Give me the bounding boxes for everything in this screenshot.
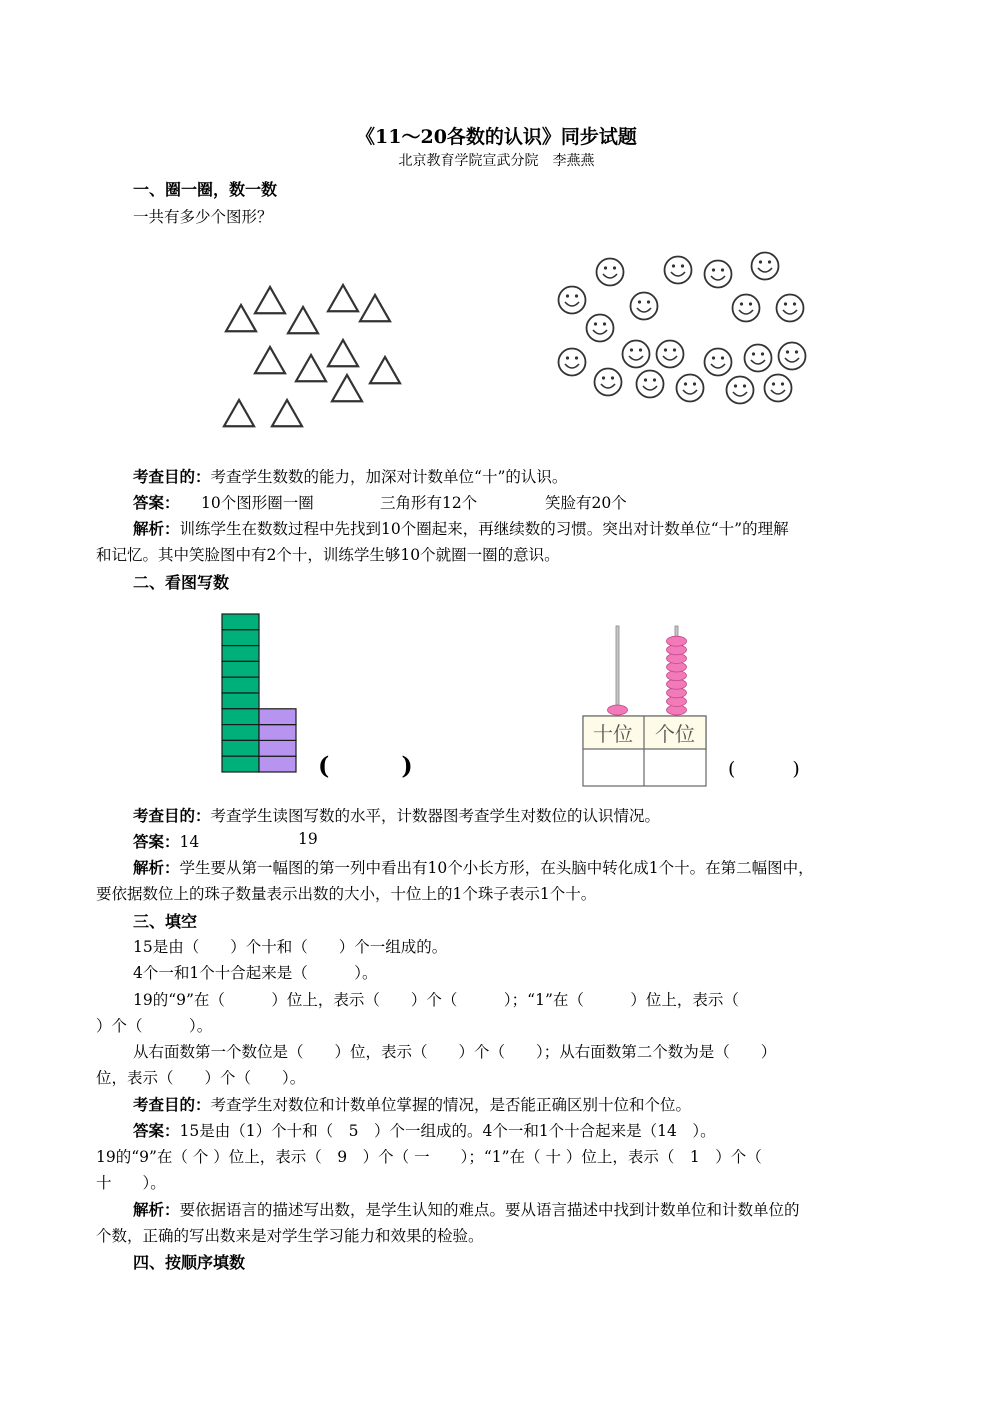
- section1-purpose: [133, 465, 567, 487]
- answer-part-3: 笑脸有20个: [545, 494, 627, 512]
- section1-answer: [133, 491, 180, 513]
- answer-text-1: 15是由（1）个十和（ 5 ）个一组成的。4个一和1个十合起来是（14 ）。: [179, 1122, 716, 1140]
- smiley-face: [665, 257, 692, 284]
- section3-answer-1: [133, 1119, 716, 1141]
- answer-label: 答案：: [133, 493, 180, 512]
- section1-question: 一共有多少个图形？: [133, 208, 273, 226]
- section1-heading: 一、圈一圈，数一数: [133, 180, 278, 199]
- section3-q4-line1: 从右面数第一个数位是（ ）位，表示（ ）个（ ）；从右面数第二个数为是（ ）: [133, 1043, 777, 1061]
- smiley-face: [705, 349, 732, 376]
- smiley-face: [657, 341, 684, 368]
- smiley-face: [559, 349, 586, 376]
- ones-label: 个位: [655, 722, 695, 746]
- purpose-text: 考查学生数数的能力，加深对计数单位“十”的认识。: [210, 468, 568, 486]
- smiley-face: [745, 345, 772, 372]
- green-block: [222, 709, 259, 725]
- answer-1: 14: [179, 833, 200, 851]
- green-block: [222, 646, 259, 662]
- section3-q3-line1: 19的“9”在（ ）位上，表示（ ）个（ ）；“1”在（ ）位上，表示（: [133, 991, 739, 1009]
- blank-2: ( ): [728, 758, 800, 780]
- section4-heading: 四、按顺序填数: [133, 1253, 246, 1272]
- section3-q4-line2: 位，表示（ ）个（ ）。: [96, 1069, 306, 1087]
- section3-heading: 三、填空: [133, 912, 198, 931]
- analysis-label: 解析：: [133, 858, 180, 877]
- page-title: 《11～20各数的认识》同步试题: [356, 126, 637, 148]
- section2-heading: 二、看图写数: [133, 573, 230, 592]
- blocks-figure: [220, 612, 302, 774]
- answer-part-2: 三角形有12个: [380, 494, 478, 512]
- triangle-shape: [332, 375, 362, 401]
- triangle-shape: [288, 307, 318, 333]
- section3-q2: 4个一和1个十合起来是（ ）。: [133, 964, 378, 982]
- section3-q3-line2: ）个（ ）。: [96, 1017, 213, 1035]
- analysis-text-1: 学生要从第一幅图的第一列中看出有10个小长方形，在头脑中转化成1个十。在第二幅图中，: [179, 859, 814, 877]
- analysis-text-1: 要依据语言的描述写出数，是学生认知的难点。要从语言描述中找到计数单位和计数单位的: [179, 1201, 800, 1219]
- section2-answer: [133, 830, 199, 852]
- section2-analysis-1: [133, 856, 814, 878]
- smiley-face: [677, 375, 704, 402]
- triangle-shape: [272, 400, 302, 426]
- triangle-shape: [296, 355, 326, 381]
- section3-purpose: [133, 1093, 691, 1115]
- green-block: [222, 677, 259, 693]
- smiley-face: [727, 377, 754, 404]
- section1-analysis-1: [133, 517, 789, 539]
- purple-block: [259, 725, 296, 741]
- section3-q1: 15是由（ ）个十和（ ）个一组成的。: [133, 938, 448, 956]
- green-block: [222, 693, 259, 709]
- smiley-face: [779, 343, 806, 370]
- triangle-shape: [370, 357, 400, 383]
- green-block: [222, 630, 259, 646]
- abacus-figure: [580, 622, 710, 790]
- green-block: [222, 756, 259, 772]
- purpose-text: 考查学生对数位和计数单位掌握的情况，是否能正确区别十位和个位。: [210, 1096, 692, 1114]
- purpose-label: 考查目的：: [133, 1095, 211, 1114]
- smiley-face: [752, 253, 779, 280]
- section3-answer-3: 十 ）。: [96, 1174, 166, 1192]
- analysis-label: 解析：: [133, 1200, 180, 1219]
- section3-answer-2: 19的“9”在（ 个 ）位上，表示（ 9 ）个（ 一 ）；“1”在（ 十 ）位上，表示（ 1 ）个（: [96, 1148, 762, 1166]
- green-block: [222, 614, 259, 630]
- green-block: [222, 661, 259, 677]
- answer-2: 19: [298, 830, 318, 848]
- smiley-face: [631, 293, 658, 320]
- answer-part-1: 10个图形圈一圈: [201, 494, 314, 512]
- triangle-shape: [224, 400, 254, 426]
- smiley-face: [559, 287, 586, 314]
- purple-block: [259, 756, 296, 772]
- triangle-shape: [226, 305, 256, 331]
- smiley-face: [637, 371, 664, 398]
- purple-block: [259, 740, 296, 756]
- answer-label: 答案：: [133, 1121, 180, 1140]
- green-block: [222, 740, 259, 756]
- smileys-figure: [550, 250, 820, 415]
- smiley-face: [705, 261, 732, 288]
- triangle-shape: [255, 347, 285, 373]
- purpose-text: 考查学生读图写数的水平，计数器图考查学生对数位的认识情况。: [210, 807, 661, 825]
- answer-label: 答案：: [133, 832, 180, 851]
- purpose-label: 考查目的：: [133, 467, 211, 486]
- triangle-shape: [255, 287, 285, 313]
- triangle-shape: [328, 285, 358, 311]
- abacus-bead: [608, 705, 628, 715]
- smiley-face: [733, 295, 760, 322]
- purpose-label: 考查目的：: [133, 806, 211, 825]
- smiley-face: [765, 375, 792, 402]
- triangles-figure: [215, 280, 410, 435]
- tens-label: 十位: [593, 722, 633, 746]
- triangle-shape: [360, 295, 390, 321]
- smiley-face: [777, 295, 804, 322]
- smiley-face: [597, 259, 624, 286]
- purple-block: [259, 709, 296, 725]
- section3-analysis-2: 个数，正确的写出数来是对学生学习能力和效果的检验。: [96, 1227, 484, 1245]
- analysis-label: 解析：: [133, 519, 180, 538]
- smiley-face: [623, 341, 650, 368]
- section3-analysis-1: [133, 1198, 800, 1220]
- author-line: 北京教育学院宣武分院 李燕燕: [398, 153, 595, 169]
- triangle-shape: [328, 340, 358, 366]
- smiley-face: [587, 315, 614, 342]
- blank-1: ( ): [318, 751, 413, 780]
- green-block: [222, 725, 259, 741]
- section1-analysis-2: 和记忆。其中笑脸图中有2个十，训练学生够10个就圈一圈的意识。: [96, 546, 560, 564]
- smiley-face: [595, 369, 622, 396]
- section2-analysis-2: 要依据数位上的珠子数量表示出数的大小，十位上的1个珠子表示1个十。: [96, 885, 597, 903]
- section2-purpose: [133, 804, 660, 826]
- analysis-text-1: 训练学生在数数过程中先找到10个圈起来，再继续数的习惯。突出对计数单位“十”的理解: [179, 520, 789, 538]
- abacus-bead: [667, 636, 687, 646]
